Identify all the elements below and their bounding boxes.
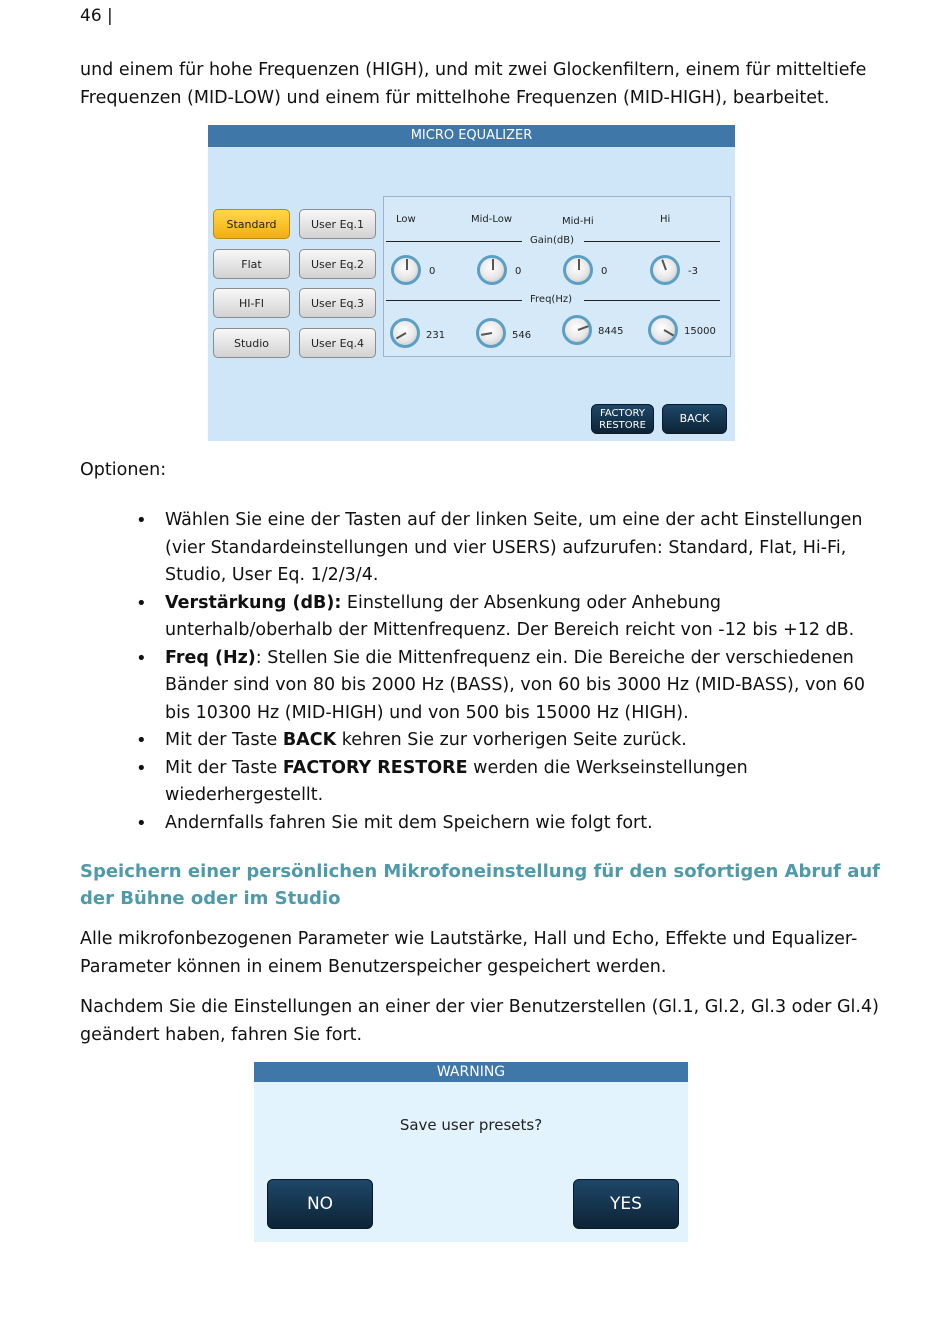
factory-restore-label-line2: RESTORE bbox=[599, 420, 646, 431]
preset-hifi-button[interactable]: HI-FI bbox=[213, 288, 290, 318]
page-number: 46 | bbox=[80, 6, 113, 26]
gain-value-mid-hi: 0 bbox=[601, 266, 608, 277]
freq-divider-left bbox=[386, 300, 522, 301]
freq-section-label: Freq(Hz) bbox=[530, 294, 572, 305]
freq-divider-right bbox=[584, 300, 720, 301]
freq-knob-hi[interactable] bbox=[648, 315, 678, 345]
list-item: • Andernfalls fahren Sie mit dem Speichern wie folgt fort. bbox=[136, 810, 876, 838]
gain-knob-mid-hi[interactable] bbox=[563, 255, 593, 285]
user-eq-4-button[interactable]: User Eq.4 bbox=[299, 328, 376, 358]
preset-flat-button[interactable]: Flat bbox=[213, 249, 290, 279]
list-item: • Mit der Taste FACTORY RESTORE werden die Werkseinstellungen wiederhergestellt. bbox=[136, 755, 876, 810]
warning-dialog-screen bbox=[254, 1062, 688, 1242]
preset-standard-button[interactable]: Standard bbox=[213, 209, 290, 239]
eq-parameter-panel bbox=[383, 196, 731, 357]
gain-divider-right bbox=[584, 241, 720, 242]
intro-paragraph: und einem für hohe Frequenzen (HIGH), und mit zwei Glockenfiltern, einem für mitteltiefe Frequenzen (MID-LOW) und einem für mittelhohe Frequenzen (MID-HIGH), bearbeitet. bbox=[80, 60, 867, 108]
back-button[interactable]: BACK bbox=[662, 404, 727, 434]
freq-knob-mid-hi[interactable] bbox=[562, 315, 592, 345]
band-label-mid-low: Mid-Low bbox=[471, 214, 513, 225]
paragraph-2: Nachdem Sie die Einstellungen an einer der vier Benutzerstellen (Gl.1, Gl.2, Gl.3 oder Gl.4) geändert haben, fahren Sie fort. bbox=[80, 997, 879, 1045]
gain-section-label: Gain(dB) bbox=[530, 235, 575, 246]
preset-studio-button[interactable]: Studio bbox=[213, 328, 290, 358]
options-heading: Optionen: bbox=[80, 460, 167, 480]
gain-value-low: 0 bbox=[429, 266, 436, 277]
micro-equalizer-screen bbox=[208, 125, 735, 441]
warning-title: WARNING bbox=[254, 1062, 688, 1082]
user-eq-1-button[interactable]: User Eq.1 bbox=[299, 209, 376, 239]
eq-title: MICRO EQUALIZER bbox=[208, 125, 735, 147]
band-label-low: Low bbox=[396, 214, 416, 225]
paragraph-1: Alle mikrofonbezogenen Parameter wie Lautstärke, Hall und Echo, Effekte und Equalizer-Parameter können in einem Benutzerspeicher gespeichert werden. bbox=[80, 929, 858, 977]
section-heading: Speichern einer persönlichen Mikrofoneinstellung für den sofortigen Abruf auf der Bühne oder im Studio bbox=[80, 861, 881, 909]
list-item: • Mit der Taste BACK kehren Sie zur vorherigen Seite zurück. bbox=[136, 727, 876, 755]
gain-value-hi: -3 bbox=[688, 266, 698, 277]
freq-knob-low[interactable] bbox=[390, 318, 420, 348]
yes-button[interactable]: YES bbox=[573, 1179, 679, 1229]
factory-restore-button[interactable] bbox=[591, 404, 654, 434]
freq-value-hi: 15000 bbox=[684, 326, 716, 337]
freq-value-mid-hi: 8445 bbox=[598, 326, 624, 337]
gain-knob-mid-low[interactable] bbox=[477, 255, 507, 285]
user-eq-2-button[interactable]: User Eq.2 bbox=[299, 249, 376, 279]
gain-knob-hi[interactable] bbox=[650, 255, 680, 285]
gain-divider-left bbox=[386, 241, 522, 242]
band-label-hi: Hi bbox=[660, 214, 671, 225]
user-eq-3-button[interactable]: User Eq.3 bbox=[299, 288, 376, 318]
list-item: • Freq (Hz): Stellen Sie die Mittenfrequenz ein. Die Bereiche der verschiedenen Bänder sind von 80 bis 2000 Hz (BASS), von 60 bis 3000 Hz (MID-BASS), von 60 bis 10300 Hz (MID-HIGH) und von 500 bis 15000 Hz (HIGH). bbox=[136, 645, 876, 728]
freq-value-low: 231 bbox=[426, 330, 446, 341]
band-label-mid-hi: Mid-Hi bbox=[562, 216, 594, 227]
no-button[interactable]: NO bbox=[267, 1179, 373, 1229]
freq-value-mid-low: 546 bbox=[512, 330, 532, 341]
gain-value-mid-low: 0 bbox=[515, 266, 522, 277]
list-item: • Wählen Sie eine der Tasten auf der linken Seite, um eine der acht Einstellungen (vier Standardeinstellungen und vier USERS) aufzurufen: Standard, Flat, Hi-Fi, Studio, User Eq. 1/2/3/4. bbox=[136, 507, 876, 590]
options-list bbox=[136, 507, 876, 837]
factory-restore-label-line1: FACTORY bbox=[600, 408, 645, 419]
gain-knob-low[interactable] bbox=[391, 255, 421, 285]
warning-message: Save user presets? bbox=[399, 1116, 543, 1134]
freq-knob-mid-low[interactable] bbox=[476, 318, 506, 348]
list-item: • Verstärkung (dB): Einstellung der Absenkung oder Anhebung unterhalb/oberhalb der Mittenfrequenz. Der Bereich reicht von -12 bis +12 dB. bbox=[136, 590, 876, 645]
